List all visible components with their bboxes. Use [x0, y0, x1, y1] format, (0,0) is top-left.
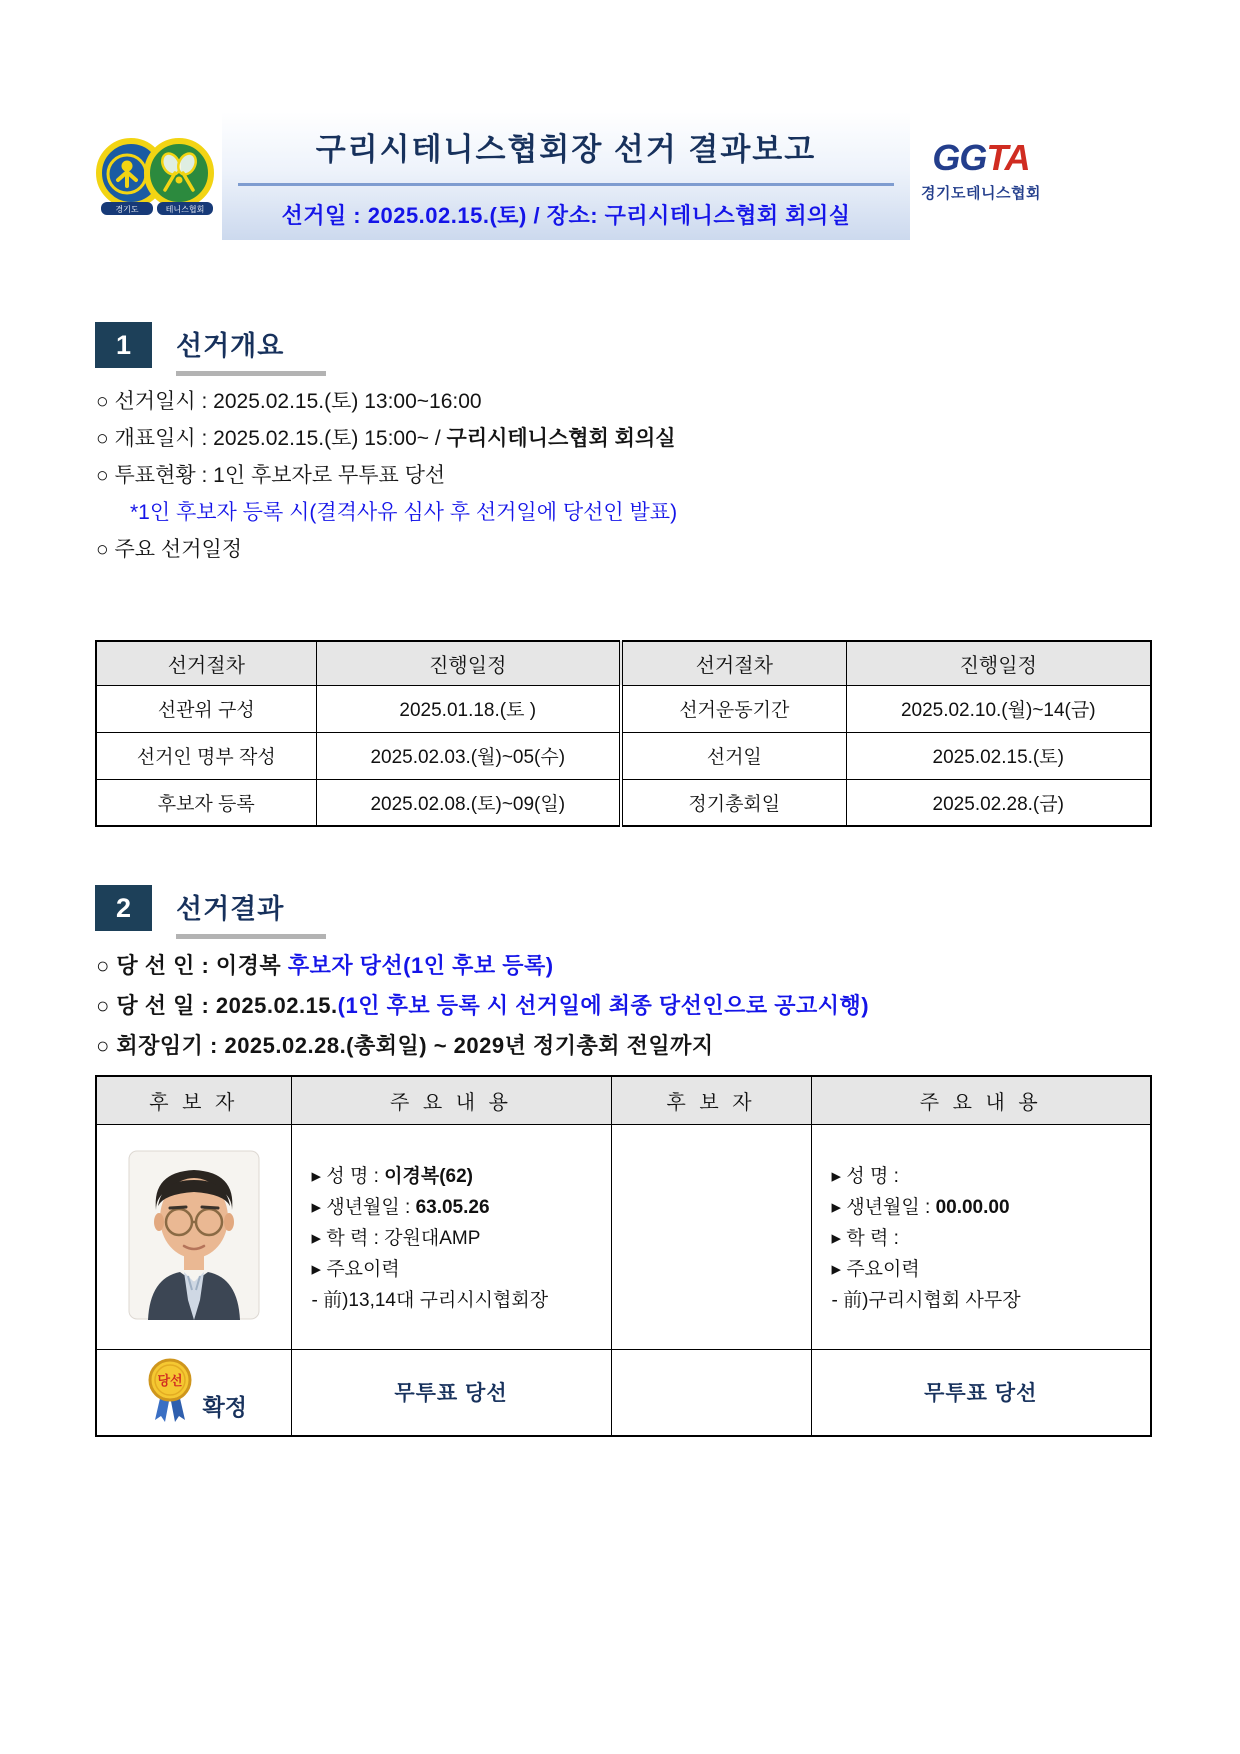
- cell-procedure: 후보자 등록: [96, 779, 316, 826]
- column-header: 주 요 내 용: [811, 1076, 1151, 1124]
- bullet-schedule-title: ○ 주요 선거일정: [96, 538, 243, 561]
- bullet-count-datetime: ○ 개표일시 : 2025.02.15.(토) 15:00~ / 구리시테니스협회 회의실: [96, 427, 676, 450]
- candidate2-result: 무투표 당선: [811, 1349, 1151, 1436]
- candidate-table: [95, 1075, 1152, 1437]
- column-header: 진행일정: [846, 641, 1151, 685]
- section1-bullets: [96, 383, 1106, 568]
- candidate2-details: [811, 1124, 1151, 1349]
- column-header: 선거절차: [621, 641, 846, 685]
- candidate-photo: [128, 1150, 260, 1320]
- section1-title: 선거개요: [176, 331, 285, 361]
- cell-date: 2025.02.10.(월)~14(금): [846, 685, 1151, 732]
- schedule-header-row: [96, 641, 1151, 685]
- svg-text:당선: 당선: [156, 1373, 183, 1389]
- table-row: [96, 685, 1151, 732]
- section1-underline: [176, 371, 326, 376]
- section2-bullets: [96, 946, 1106, 1066]
- candidate1-name: ▸ 성 명 : 이경복(62): [311, 1166, 473, 1187]
- winner-medal-icon: [141, 1356, 199, 1426]
- tennis-association-emblem-icon: [93, 136, 217, 220]
- ggta-name: 경기도테니스협회: [921, 185, 1041, 202]
- candidate1-career-item: - 前)13,14대 구리시시협회장: [311, 1290, 549, 1311]
- cell-procedure: 정기총회일: [621, 779, 846, 826]
- candidate2-photo-cell: [611, 1124, 811, 1349]
- column-header: 후 보 자: [96, 1076, 291, 1124]
- section2-underline: [176, 934, 326, 939]
- candidate-photo-cell: [96, 1124, 291, 1349]
- ggta-acronym: GGTA: [932, 137, 1030, 178]
- candidate1-birthdate: ▸ 생년월일 : 63.05.26: [311, 1197, 490, 1218]
- section2-number-box: 2: [95, 885, 152, 931]
- svg-text:경기도: 경기도: [115, 205, 139, 214]
- cell-procedure: 선거일: [621, 732, 846, 779]
- bullet-winner: ○ 당 선 인 : 이경복 후보자 당선(1인 후보 등록): [96, 953, 554, 978]
- svg-text:테니스협회: 테니스협회: [165, 205, 205, 214]
- bullet-election-datetime: ○ 선거일시 : 2025.02.15.(토) 13:00~16:00: [96, 390, 482, 413]
- candidate1-career-title: ▸ 주요이력: [311, 1259, 400, 1280]
- section2-title: 선거결과: [176, 894, 285, 924]
- column-header: 주 요 내 용: [291, 1076, 611, 1124]
- bullet-vote-status: ○ 투표현황 : 1인 후보자로 무투표 당선: [96, 464, 446, 487]
- candidate1-education: ▸ 학 력 : 강원대AMP: [311, 1228, 481, 1249]
- confirmed-label: 확정: [202, 1394, 247, 1421]
- candidate2-career-item: - 前)구리시협회 사무장: [831, 1290, 1021, 1311]
- cell-date: 2025.01.18.(토 ): [316, 685, 621, 732]
- bullet-term: ○ 회장임기 : 2025.02.28.(총회일) ~ 2029년 정기총회 전일까지: [96, 1033, 714, 1058]
- bullet-single-candidate-note: *1인 후보자 등록 시(결격사유 심사 후 선거일에 당선인 발표): [130, 501, 678, 524]
- column-header: 후 보 자: [611, 1076, 811, 1124]
- cell-procedure: 선거운동기간: [621, 685, 846, 732]
- table-row: [96, 779, 1151, 826]
- header-subtitle: 선거일 : 2025.02.15.(토) / 장소: 구리시테니스협회 회의실: [281, 203, 851, 228]
- candidate1-details: [291, 1124, 611, 1349]
- bullet-winning-date: ○ 당 선 일 : 2025.02.15.(1인 후보 등록 시 선거일에 최종 당선인으로 공고시행): [96, 993, 870, 1018]
- candidate2-career-title: ▸ 주요이력: [831, 1259, 920, 1280]
- column-header: 선거절차: [96, 641, 316, 685]
- cell-procedure: 선관위 구성: [96, 685, 316, 732]
- election-schedule-table: [95, 640, 1152, 827]
- candidate2-badge-cell: [611, 1349, 811, 1436]
- candidate2-name: ▸ 성 명 :: [831, 1166, 899, 1187]
- cell-procedure: 선거인 명부 작성: [96, 732, 316, 779]
- section1-number-box: 1: [95, 322, 152, 368]
- cell-date: 2025.02.08.(토)~09(일): [316, 779, 621, 826]
- cell-date: 2025.02.03.(월)~05(수): [316, 732, 621, 779]
- candidate-info-row: [96, 1124, 1151, 1349]
- page-title: 구리시테니스협회장 선거 결과보고: [315, 132, 817, 167]
- header-band: [222, 112, 910, 240]
- section2-header: [95, 885, 326, 939]
- section1-header: [95, 322, 326, 376]
- candidate2-education: ▸ 학 력 :: [831, 1228, 899, 1249]
- column-header: 진행일정: [316, 641, 621, 685]
- candidate2-birthdate: ▸ 생년월일 : 00.00.00: [831, 1197, 1010, 1218]
- winner-badge-cell: [96, 1349, 291, 1436]
- cell-date: 2025.02.15.(토): [846, 732, 1151, 779]
- cell-date: 2025.02.28.(금): [846, 779, 1151, 826]
- header-divider: [238, 183, 894, 186]
- candidate1-result: 무투표 당선: [291, 1349, 611, 1436]
- candidate-header-row: [96, 1076, 1151, 1124]
- candidate-result-row: [96, 1349, 1151, 1436]
- ggta-logo: [918, 137, 1044, 203]
- table-row: [96, 732, 1151, 779]
